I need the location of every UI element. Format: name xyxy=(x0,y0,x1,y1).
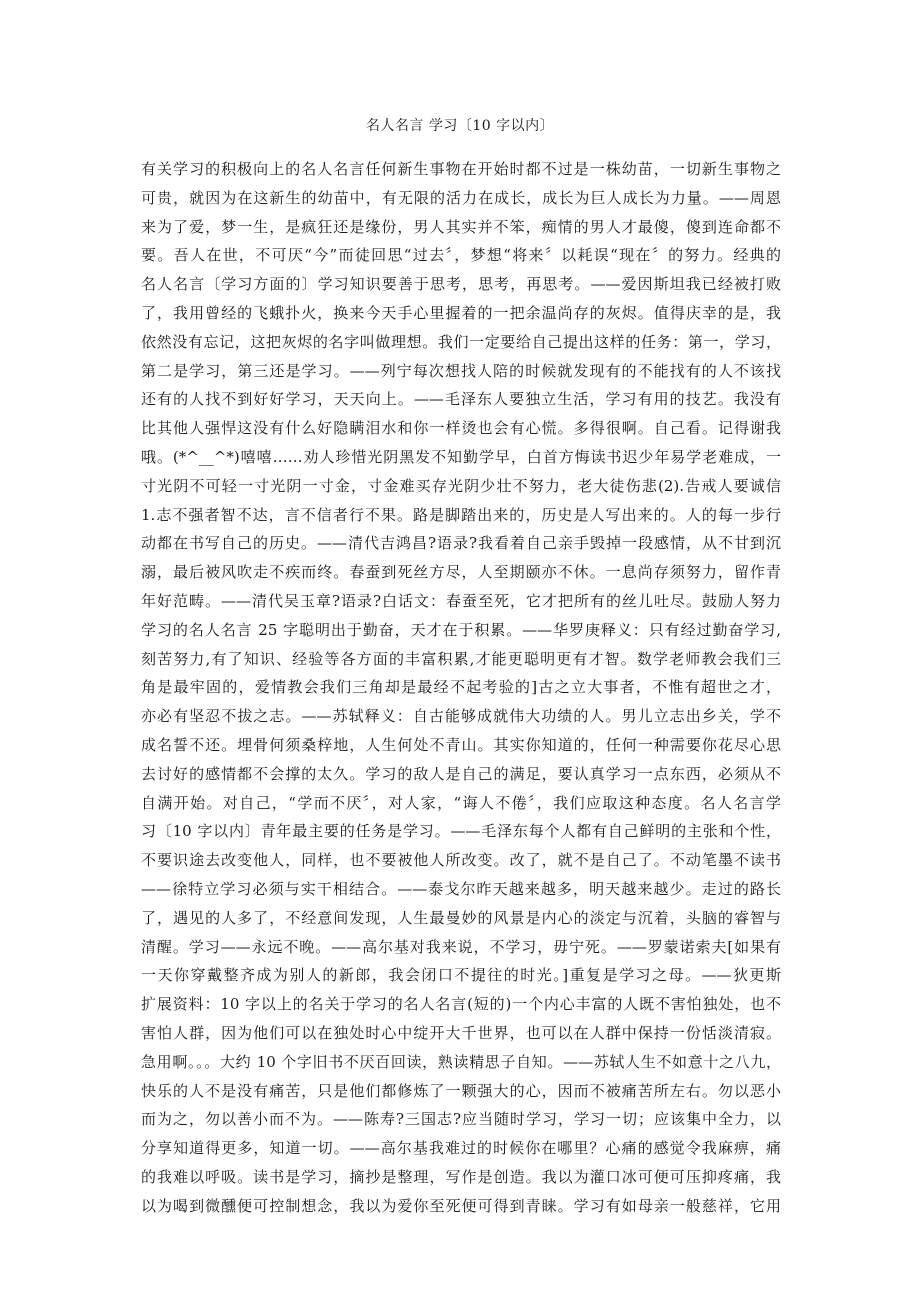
body-text-line: 角是最牢固的，爱情教会我们三角却是最经不起考验的]古之立大事者，不惟有超世之才， xyxy=(141,678,781,697)
body-text-line: 1.志不强者智不达，言不信者行不果。路是脚踏出来的，历史是人写出来的。人的每一步行 xyxy=(141,505,781,524)
body-text-line: ——徐特立学习必须与实干相结合。——泰戈尔昨天越来越多，明天越来越少。走过的路长 xyxy=(141,879,781,898)
body-text-line: 学习的名人名言 25 字聪明出于勤奋，天才在于积累。——华罗庚释义：只有经过勤奋学习, xyxy=(141,620,781,639)
body-text-line: 第二是学习，第三还是学习。——列宁每次想找人陪的时候就发现有的不能找有的人不该找 xyxy=(141,361,781,380)
body-text-line: 寸光阴不可轻一寸光阴一寸金，寸金难买存光阴少壮不努力，老大徒伤悲(2).告戒人要诚信 xyxy=(141,476,781,495)
body-text-line: 急用啊。。。大约 10 个字旧书不厌百回读，熟读精思子自知。——苏轼人生不如意十之八九， xyxy=(141,1052,781,1071)
body-text-line: 习〔10 字以内〕青年最主要的任务是学习。——毛泽东每个人都有自己鲜明的主张和个性， xyxy=(141,822,781,841)
body-text-line: 有关学习的积极向上的名人名言任何新生事物在开始时都不过是一株幼苗，一切新生事物之 xyxy=(141,160,781,178)
body-text-line: 以为喝到微醺便可控制想念，我以为爱你至死便可得到青睐。学习有如母亲一般慈祥，它用 xyxy=(141,1196,781,1215)
document-title: 名人名言 学习〔10 字以内〕 xyxy=(365,118,555,134)
body-text-line: 要。吾人在世，不可厌“今”而徒回思“过去〞，梦想“将来〞以耗误“现在〞的努力。经典的 xyxy=(141,246,781,265)
body-text-line: 快乐的人不是没有痛苦，只是他们都修炼了一颗强大的心，因而不被痛苦所左右。勿以恶小 xyxy=(141,1081,781,1100)
body-text-line: 而为之，勿以善小而不为。——陈寿?三国志?应当随时学习，学习一切；应该集中全力，以 xyxy=(141,1110,781,1129)
body-text-line: 一天你穿戴整齐成为别人的新郎，我会闭口不提往的时光。]重复是学习之母。——狄更斯 xyxy=(141,966,781,985)
body-text-line: 的我难以呼吸。读书是学习，摘抄是整理，写作是创造。我以为灌口冰可便可压抑疼痛，我 xyxy=(141,1167,781,1186)
body-text-line: 依然没有忘记，这把灰烬的名字叫做理想。我们一定要给自己提出这样的任务：第一，学习， xyxy=(141,332,781,351)
body-text-line: 亦必有坚忍不拔之志。——苏轼释义：自古能够成就伟大功绩的人。男儿立志出乡关，学不 xyxy=(141,707,781,726)
body-text-line: 了，我用曾经的飞蛾扑火，换来今天手心里握着的一把余温尚存的灰烬。值得庆幸的是，我 xyxy=(141,303,781,322)
body-text-line: 自满开始。对自己，“学而不厌〞，对人家，“诲人不倦〞，我们应取这种态度。名人名言学 xyxy=(141,793,781,812)
body-text-line: 刻苦努力,有了知识、经验等各方面的丰富积累,才能更聪明更有才智。数学老师教会我们三 xyxy=(141,649,781,668)
document-body xyxy=(141,155,781,1220)
body-text-line: 成名誓不还。埋骨何须桑梓地，人生何处不青山。其实你知道的，任何一种需要你花尽心思 xyxy=(141,735,781,754)
body-text-line: 害怕人群，因为他们可以在独处时心中绽开大千世界，也可以在人群中保持一份恬淡清寂。 xyxy=(141,1023,781,1042)
body-text-line: 了，遇见的人多了，不经意间发现，人生最曼妙的风景是内心的淡定与沉着，头脑的睿智与 xyxy=(141,908,781,927)
body-text-line: 来为了爱，梦一生，是疯狂还是缘份，男人其实并不笨，痴情的男人才最傻，傻到连命都不 xyxy=(141,217,781,236)
body-text-line: 年好范畴。——清代吴玉章?语录?白话文：春蚕至死，它才把所有的丝儿吐尽。鼓励人努力 xyxy=(141,591,781,610)
body-text-line: 分享知道得更多，知道一切。——高尔基我难过的时候你在哪里？心痛的感觉令我麻痹，痛 xyxy=(141,1139,781,1158)
body-text-line: 溺，最后被风吹走不疾而终。春蚕到死丝方尽，人至期颐亦不休。一息尚存须努力，留作青 xyxy=(141,563,781,582)
body-text-line: 动都在书写自己的历史。——清代吉鸿昌?语录?我看着自己亲手毁掉一段感情，从不甘到沉 xyxy=(141,534,781,553)
body-text-line: 还有的人找不到好好学习，天天向上。——毛泽东人要独立生活，学习有用的技艺。我没有 xyxy=(141,390,781,409)
body-text-line: 扩展资料：10 字以上的名关于学习的名人名言(短的)一个内心丰富的人既不害怕独处，也不 xyxy=(141,995,781,1014)
body-text-line: 可贵，就因为在这新生的幼苗中，有无限的活力在成长，成长为巨人成长为力量。——周恩 xyxy=(141,188,781,207)
body-text-line: 清醒。学习——永远不晚。——高尔基对我来说，不学习，毋宁死。——罗蒙诺索夫[如果有 xyxy=(141,937,781,956)
body-text-line: 去讨好的感情都不会撑的太久。学习的敌人是自己的满足，要认真学习一点东西，必须从不 xyxy=(141,764,781,783)
body-text-line: 哦。(*^__^*)嘻嘻……劝人珍惜光阴黑发不知勤学早，白首方悔读书迟少年易学老难成，一 xyxy=(141,447,781,466)
body-text-line: 名人名言〔学习方面的〕学习知识要善于思考，思考，再思考。——爱因斯坦我已经被打败 xyxy=(141,275,781,294)
body-text-line: 不要识途去改变他人，同样，也不要被他人所改变。改了，就不是自己了。不动笔墨不读书 xyxy=(141,851,781,870)
body-text-line: 比其他人强悍这没有什么好隐瞒泪水和你一样烫也会有心慌。多得很啊。自己看。记得谢我 xyxy=(141,419,781,438)
